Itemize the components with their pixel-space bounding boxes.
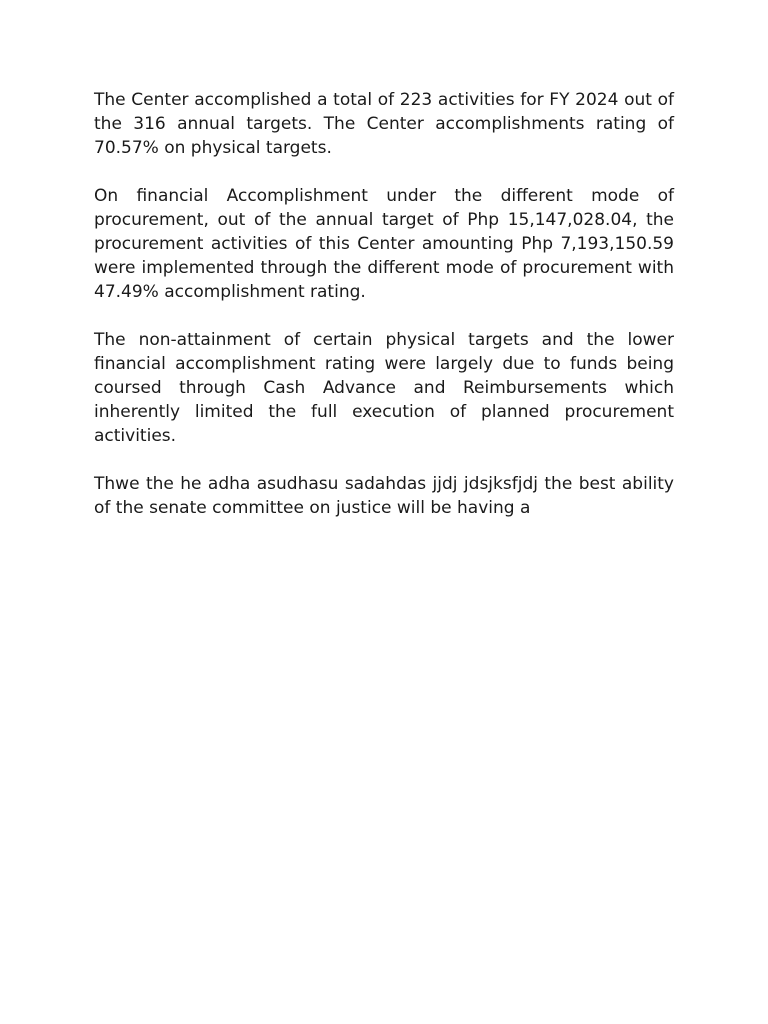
paragraph-financial-accomplishment[interactable]: On financial Accomplishment under the different mode of procurement, out of the annual target of Php 15,147,028.04, the procurement activities of this Center amounting Php 7,193,150.59 were implemented through the different mode of procurement with 47.49% accomplishment rating. [94,186,674,302]
paragraph-draft-text[interactable]: Thwe the he adha asudhasu sadahdas jjdj jdsjksfjdj the best ability of the senate committee on justice will be having a [94,474,674,518]
paragraph-non-attainment[interactable]: The non-attainment of certain physical targets and the lower financial accomplishment rating were largely due to funds being coursed through Cash Advance and Reimbursements which inherently limited the full execution of planned procurement activities. [94,330,674,446]
document-body[interactable] [94,88,674,544]
paragraph-physical-accomplishment[interactable]: The Center accomplished a total of 223 activities for FY 2024 out of the 316 annual targets. The Center accomplishments rating of 70.57% on physical targets. [94,90,674,158]
